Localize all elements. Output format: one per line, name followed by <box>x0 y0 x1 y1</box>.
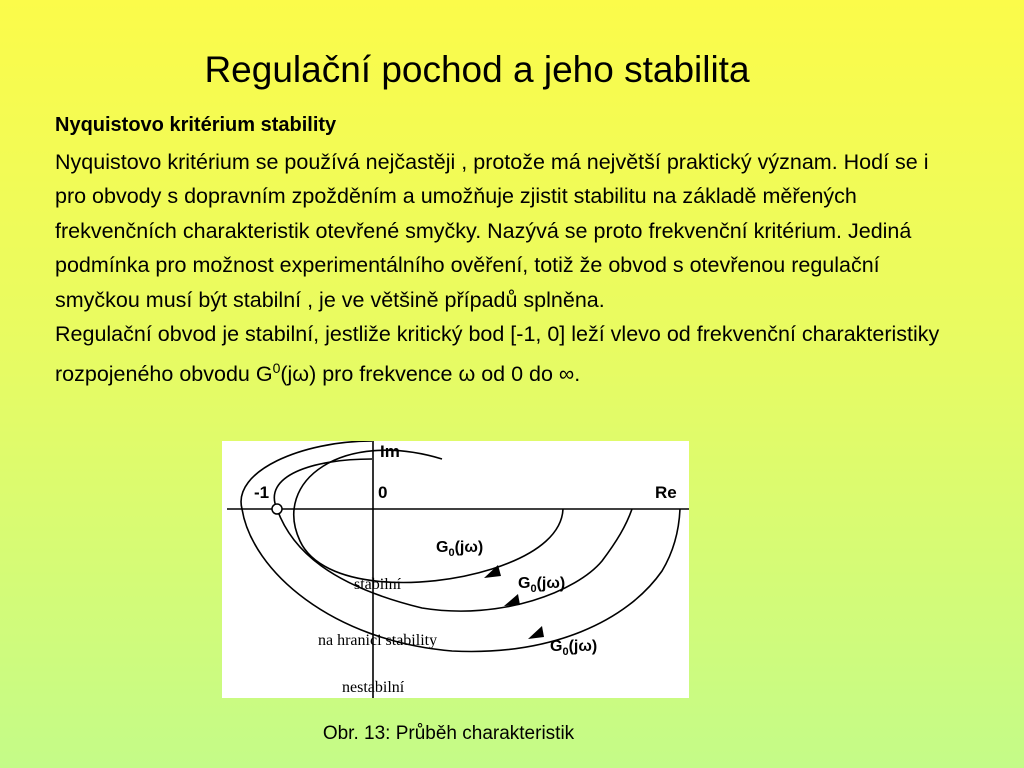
curve-label-unstable-sub: 0 <box>562 646 569 658</box>
curve-label-unstable-g: G <box>550 638 563 655</box>
curve-label-boundary-arg: (jω) <box>536 575 566 592</box>
region-boundary-label: na hranici stability <box>318 632 438 649</box>
arrow-boundary <box>504 594 520 606</box>
origin-label: 0 <box>378 483 388 502</box>
nyquist-diagram <box>222 441 689 698</box>
body-text <box>55 145 955 392</box>
region-stable-label: stabilní <box>354 576 402 593</box>
slide-title: Regulační pochod a jeho stabilita <box>204 49 750 90</box>
curve-label-unstable <box>550 638 597 658</box>
curve-label-stable-arg: (jω) <box>454 539 484 556</box>
region-unstable-label: nestabilní <box>342 679 405 696</box>
arrow-unstable <box>528 626 544 639</box>
paragraph-stability-condition <box>55 317 955 392</box>
section-heading: Nyquistovo kritérium stability <box>55 114 337 136</box>
condition-text-start: Regulační obvod je stabilní, jestliže kritický bod [-1, 0] leží vlevo od frekvenční charakteristiky rozpojeného obvodu G <box>55 322 940 387</box>
arrow-stable <box>484 565 501 578</box>
im-axis-label: Im <box>380 442 400 461</box>
figure-caption: Obr. 13: Průběh charakteristik <box>322 723 575 744</box>
critical-point-marker <box>272 504 282 514</box>
curve-boundary <box>274 459 632 611</box>
curve-label-stable-sub: 0 <box>448 547 455 559</box>
condition-text-end: (jω) pro frekvence ω od 0 do ∞. <box>280 362 581 387</box>
critical-point-label: -1 <box>254 483 270 502</box>
curve-label-boundary-sub: 0 <box>530 583 537 595</box>
superscript-zero: 0 <box>272 360 281 377</box>
curve-label-unstable-arg: (jω) <box>568 638 598 655</box>
paragraph-nyquist-intro: Nyquistovo kritérium se používá nejčastěji , protože má největší praktický význam. Hodí se i pro obvody s dopravním zpožděním a umožňuje zjistit stabilitu na základě měřených frekvenčních charakteristik otevřené smyčky. Nazývá se proto frekvenční kritérium. Jediná podmínka pro možnost experimentálního ověření, totiž že obvod s otevřenou regulační smyčkou musí být stabilní , je ve většině případů splněna. <box>55 150 929 312</box>
curve-label-boundary-g: G <box>518 575 531 592</box>
curve-label-stable <box>436 539 483 559</box>
nyquist-diagram-svg <box>222 441 689 698</box>
re-axis-label: Re <box>655 483 677 502</box>
curve-label-stable-g: G <box>436 539 449 556</box>
curve-stable <box>294 450 563 582</box>
